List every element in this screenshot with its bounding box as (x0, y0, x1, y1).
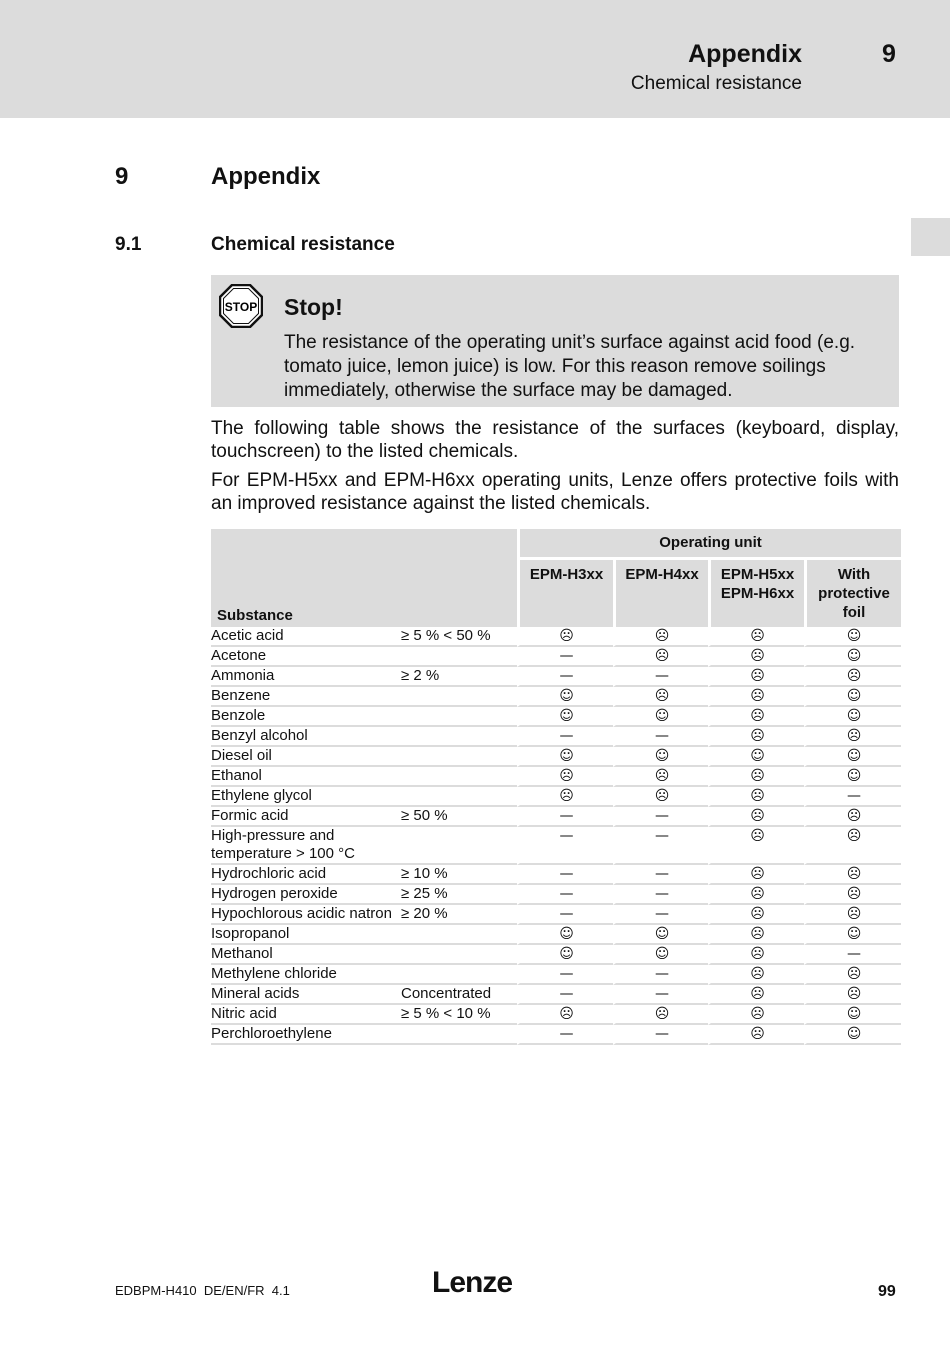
substance-cell: Hypochlorous acidic natron (211, 905, 401, 925)
intro-paragraph: The following table shows the resistance of the surfaces (keyboard, display, touchscreen) to the listed chemicals. (211, 418, 899, 462)
resistance-cell: — (613, 965, 708, 985)
substance-cell: Formic acid (211, 807, 401, 827)
table-row (211, 827, 901, 865)
table-row (211, 925, 901, 945)
table-row (211, 885, 901, 905)
resistance-cell: ☹ (613, 627, 708, 647)
foil-paragraph: For EPM-H5xx and EPM-H6xx operating units, Lenze offers protective foils with an improved resistance against the listed chemicals. (211, 470, 899, 514)
resistance-cell: ☹ (708, 1025, 804, 1045)
resistance-cell: ☹ (804, 827, 901, 865)
column-header: EPM-H3xx (517, 560, 613, 627)
resistance-cell: ☹ (708, 787, 804, 807)
resistance-cell: ☹ (804, 965, 901, 985)
table-row (211, 787, 901, 807)
table-row (211, 727, 901, 747)
concentration-cell: ≥ 20 % (401, 905, 517, 925)
concentration-cell: ≥ 10 % (401, 865, 517, 885)
substance-cell: Methanol (211, 945, 401, 965)
resistance-cell: — (517, 905, 613, 925)
concentration-cell: ≥ 5 % < 10 % (401, 1005, 517, 1025)
header-chapter-number: 9 (882, 40, 896, 68)
heading2-title: Chemical resistance (211, 234, 395, 255)
substance-cell: Benzole (211, 707, 401, 727)
table-row (211, 865, 901, 885)
stop-text: The resistance of the operating unit’s surface against acid food (e.g. tomato juice, lemon juice) is low. For this reason remove soilings immediately, otherwise the surface may be damaged. (284, 332, 856, 401)
resistance-cell: ☺ (804, 767, 901, 787)
chemical-resistance-table (211, 529, 901, 1045)
footer-page-number: 99 (878, 1283, 896, 1300)
header-subtitle: Chemical resistance (630, 73, 802, 94)
footer-doc-id: EDBPM-H410 DE/EN/FR 4.1 (115, 1283, 290, 1298)
concentration-cell (401, 727, 517, 747)
resistance-cell: ☹ (708, 965, 804, 985)
resistance-cell: ☹ (804, 667, 901, 687)
resistance-cell: ☹ (708, 767, 804, 787)
concentration-cell: ≥ 25 % (401, 885, 517, 905)
concentration-cell (401, 707, 517, 727)
resistance-cell: ☺ (804, 687, 901, 707)
stop-warning-box (211, 275, 899, 407)
table-row (211, 1005, 901, 1025)
chapter-tab-marker (911, 218, 950, 256)
resistance-cell: — (517, 647, 613, 667)
substance-cell: High-pressure and temperature > 100 °C (211, 827, 401, 865)
resistance-cell: ☺ (804, 925, 901, 945)
table-row (211, 667, 901, 687)
resistance-cell: ☺ (804, 747, 901, 767)
resistance-cell: ☹ (708, 905, 804, 925)
lenze-logo: Lenze (432, 1266, 513, 1299)
table-row (211, 627, 901, 647)
heading2-number: 9.1 (115, 234, 142, 255)
concentration-cell (401, 1025, 517, 1045)
substance-cell: Hydrogen peroxide (211, 885, 401, 905)
resistance-cell: ☹ (804, 865, 901, 885)
resistance-cell: ☺ (613, 945, 708, 965)
resistance-cell: — (517, 807, 613, 827)
concentration-cell (401, 965, 517, 985)
resistance-cell: ☹ (708, 647, 804, 667)
resistance-cell: ☺ (517, 925, 613, 945)
table-row (211, 647, 901, 667)
substance-cell: Ethanol (211, 767, 401, 787)
resistance-cell: ☹ (517, 787, 613, 807)
stop-sign-label: STOP (224, 300, 258, 314)
resistance-cell: ☺ (804, 1005, 901, 1025)
resistance-cell: ☹ (708, 707, 804, 727)
concentration-cell (401, 827, 517, 865)
resistance-cell: ☺ (517, 687, 613, 707)
resistance-cell: — (517, 865, 613, 885)
resistance-cell: — (613, 1025, 708, 1045)
resistance-cell: — (613, 727, 708, 747)
resistance-cell: ☹ (708, 727, 804, 747)
table-row (211, 747, 901, 767)
concentration-cell (401, 945, 517, 965)
table-row (211, 687, 901, 707)
header-title: Appendix (688, 40, 802, 68)
operating-unit-header: Operating unit (517, 529, 901, 560)
resistance-cell: — (804, 945, 901, 965)
resistance-cell: ☹ (613, 767, 708, 787)
substance-cell: Isopropanol (211, 925, 401, 945)
resistance-cell: ☺ (613, 707, 708, 727)
substance-cell: Diesel oil (211, 747, 401, 767)
heading1-number: 9 (115, 163, 129, 190)
table-row (211, 905, 901, 925)
table-row (211, 767, 901, 787)
resistance-cell: ☺ (613, 925, 708, 945)
substance-cell: Hydrochloric acid (211, 865, 401, 885)
concentration-cell: Concentrated (401, 985, 517, 1005)
table-row (211, 985, 901, 1005)
resistance-cell: ☺ (517, 945, 613, 965)
resistance-cell: ☹ (708, 945, 804, 965)
resistance-cell: ☹ (708, 627, 804, 647)
resistance-cell: ☹ (708, 865, 804, 885)
resistance-cell: — (517, 965, 613, 985)
resistance-cell: — (613, 885, 708, 905)
resistance-cell: ☹ (613, 687, 708, 707)
concentration-cell (401, 747, 517, 767)
substance-cell: Perchloroethylene (211, 1025, 401, 1045)
table-row (211, 965, 901, 985)
substance-cell: Ammonia (211, 667, 401, 687)
resistance-cell: — (804, 787, 901, 807)
resistance-cell: — (517, 985, 613, 1005)
resistance-cell: ☺ (804, 647, 901, 667)
resistance-cell: ☹ (804, 885, 901, 905)
table-row (211, 945, 901, 965)
resistance-cell: — (517, 727, 613, 747)
concentration-cell: ≥ 2 % (401, 667, 517, 687)
concentration-cell (401, 647, 517, 667)
resistance-cell: ☹ (613, 647, 708, 667)
stop-title: Stop! (284, 294, 343, 320)
column-header-line: EPM-H5xx EPM-H6xx (720, 566, 795, 602)
resistance-cell: ☹ (708, 885, 804, 905)
column-header: EPM-H4xx (613, 560, 708, 627)
resistance-cell: ☹ (804, 807, 901, 827)
substance-cell: Mineral acids (211, 985, 401, 1005)
resistance-cell: ☹ (708, 827, 804, 865)
resistance-cell: — (613, 985, 708, 1005)
concentration-cell (401, 687, 517, 707)
substance-cell: Acetone (211, 647, 401, 667)
resistance-cell: ☹ (804, 905, 901, 925)
table-row (211, 707, 901, 727)
resistance-cell: ☹ (708, 985, 804, 1005)
resistance-cell: — (517, 667, 613, 687)
resistance-cell: ☺ (613, 747, 708, 767)
resistance-cell: ☹ (613, 1005, 708, 1025)
concentration-cell: ≥ 5 % < 50 % (401, 627, 517, 647)
column-header: With protective foil (804, 560, 901, 627)
resistance-cell: — (613, 807, 708, 827)
resistance-cell: ☹ (804, 985, 901, 1005)
concentration-cell (401, 767, 517, 787)
resistance-cell: ☺ (804, 1025, 901, 1045)
resistance-cell: — (613, 667, 708, 687)
resistance-cell: ☹ (708, 807, 804, 827)
resistance-cell: ☹ (517, 1005, 613, 1025)
substance-cell: Nitric acid (211, 1005, 401, 1025)
resistance-cell: ☹ (708, 925, 804, 945)
resistance-cell: — (613, 827, 708, 865)
resistance-cell: ☺ (708, 747, 804, 767)
substance-cell: Ethylene glycol (211, 787, 401, 807)
resistance-cell: — (517, 885, 613, 905)
substance-cell: Methylene chloride (211, 965, 401, 985)
heading1-title: Appendix (211, 163, 321, 190)
concentration-cell (401, 925, 517, 945)
resistance-cell: ☹ (517, 767, 613, 787)
table-row (211, 1025, 901, 1045)
resistance-cell: — (517, 827, 613, 865)
substance-header: Substance (211, 529, 517, 627)
resistance-cell: ☹ (804, 727, 901, 747)
resistance-cell: — (517, 1025, 613, 1045)
concentration-cell (401, 787, 517, 807)
resistance-cell: — (613, 865, 708, 885)
stop-sign-icon (219, 284, 263, 328)
resistance-cell: ☹ (613, 787, 708, 807)
table-row (211, 807, 901, 827)
resistance-cell: ☹ (517, 627, 613, 647)
table-body (211, 627, 901, 1045)
resistance-cell: ☺ (804, 707, 901, 727)
resistance-cell: — (613, 905, 708, 925)
resistance-cell: ☹ (708, 687, 804, 707)
resistance-cell: ☹ (708, 667, 804, 687)
resistance-cell: ☹ (708, 1005, 804, 1025)
resistance-cell: ☺ (517, 747, 613, 767)
resistance-cell: ☺ (517, 707, 613, 727)
concentration-cell: ≥ 50 % (401, 807, 517, 827)
substance-cell: Benzene (211, 687, 401, 707)
resistance-cell: ☺ (804, 627, 901, 647)
substance-cell: Acetic acid (211, 627, 401, 647)
substance-cell: Benzyl alcohol (211, 727, 401, 747)
column-header (708, 560, 804, 627)
page-header (0, 0, 950, 118)
